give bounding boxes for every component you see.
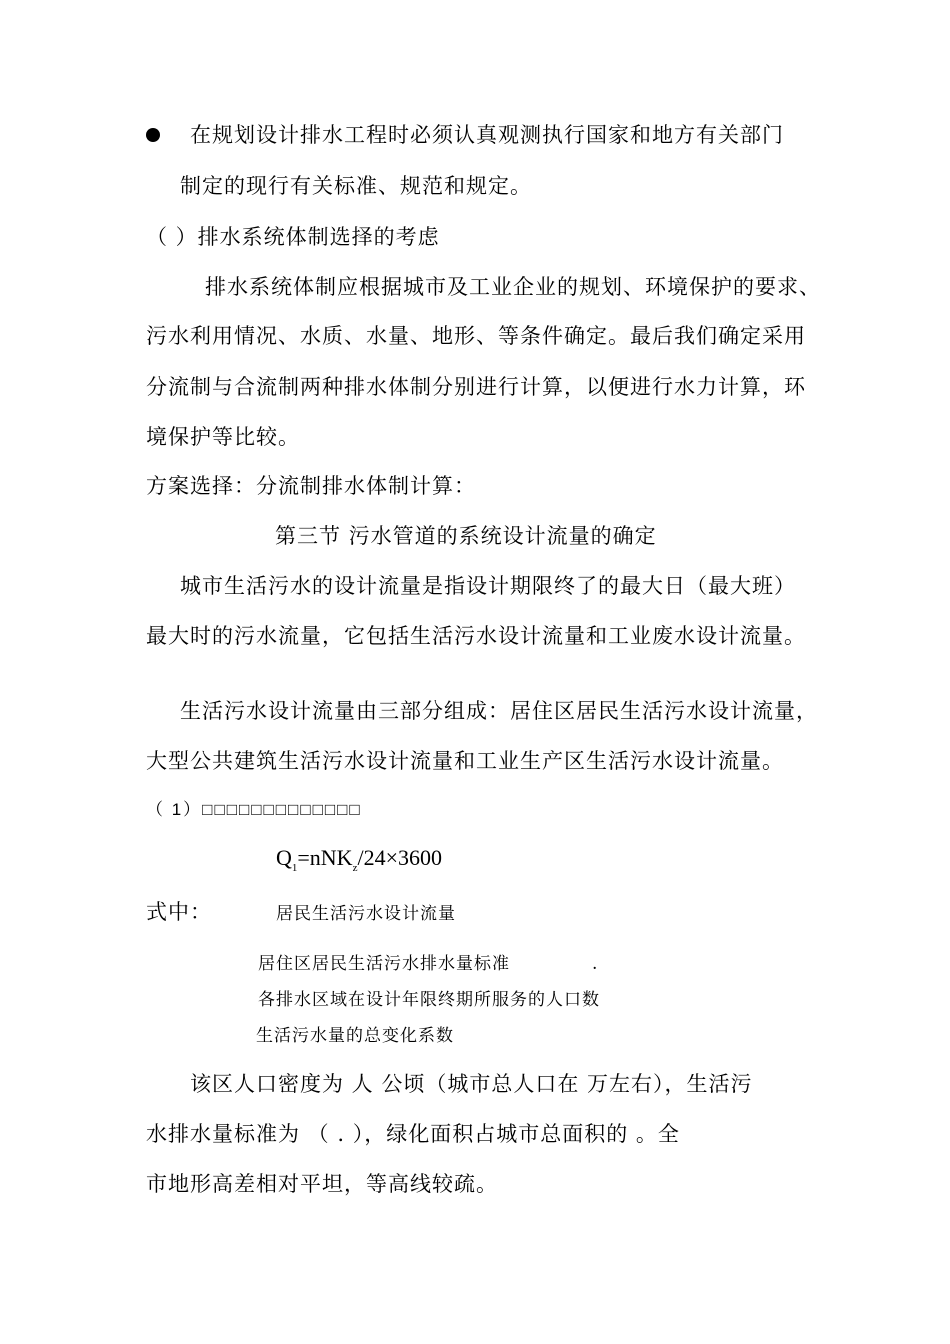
where-label: 式中： (146, 900, 212, 924)
paragraph-3-line2: 大型公共建筑生活污水设计流量和工业生产区生活污水设计流量。 (146, 749, 784, 773)
definition-kz: 生活污水量的总变化系数 (256, 1026, 454, 1046)
paragraph-1-line1: 排水系统体制应根据城市及工业企业的规划、环境保护的要求、 (205, 275, 821, 299)
paragraph-1-line3: 分流制与合流制两种排水体制分别进行计算，以便进行水力计算，环 (146, 375, 806, 399)
paragraph-4-line2: 水排水量标准为 （ . ），绿化面积占城市总面积的 。全 (146, 1122, 680, 1146)
definition-n-dot: . (592, 954, 599, 974)
paragraph-2-line1: 城市生活污水的设计流量是指设计期限终了的最大日（最大班） (180, 574, 796, 598)
paragraph-4-line1: 该区人口密度为 人 公顷（城市总人口在 万左右），生活污 (190, 1072, 753, 1096)
plan-selection: 方案选择：分流制排水体制计算： (146, 474, 476, 498)
formula-rest: /24×3600 (357, 845, 442, 870)
paragraph-1-line2: 污水利用情况、水质、水量、地形、等条件确定。最后我们确定采用 (146, 324, 806, 348)
definition-N: 各排水区域在设计年限终期所服务的人口数 (258, 990, 600, 1010)
section-title: 第三节 污水管道的系统设计流量的确定 (275, 524, 657, 548)
formula-q-subscript: 1 (291, 862, 298, 874)
flow-formula (276, 845, 442, 874)
paragraph-1-line4: 境保护等比较。 (146, 425, 300, 449)
paragraph-4-line3: 市地形高差相对平坦，等高线较疏。 (146, 1172, 498, 1196)
formula-mid: =nNK (297, 845, 353, 870)
definition-q1: 居民生活污水设计流量 (276, 904, 456, 924)
bullet-text-line1: 在规划设计排水工程时必须认真观测执行国家和地方有关部门 (190, 123, 784, 147)
garbled-heading: （ 1）□□□□□□□□□□□□□ (146, 800, 362, 819)
subheading-drainage-system: （ ）排水系统体制选择的考虑 (146, 225, 440, 249)
definition-n: 居住区居民生活污水排水量标准 (258, 954, 510, 974)
bullet-dot-icon (146, 128, 160, 142)
formula-q: Q (276, 845, 292, 870)
formula-k-subscript: z (352, 862, 358, 874)
bullet-text-line2: 制定的现行有关标准、规范和规定。 (180, 174, 532, 198)
paragraph-2-line2: 最大时的污水流量，它包括生活污水设计流量和工业废水设计流量。 (146, 624, 806, 648)
paragraph-3-line1: 生活污水设计流量由三部分组成：居住区居民生活污水设计流量， (180, 699, 818, 723)
